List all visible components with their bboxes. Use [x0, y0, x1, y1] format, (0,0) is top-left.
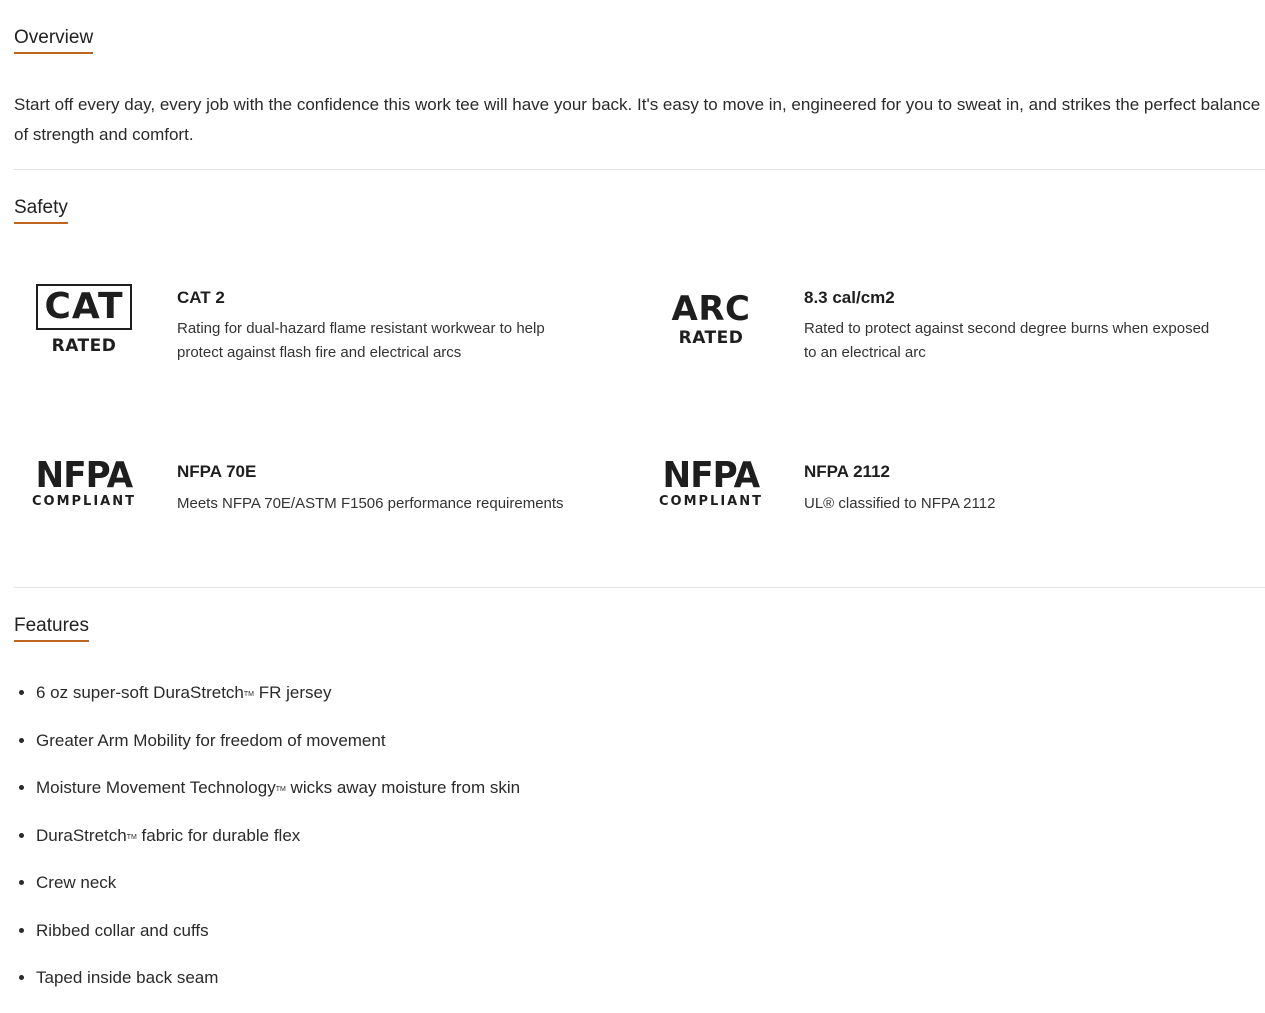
features-list: [14, 680, 520, 1013]
list-item: • Greater Arm Mobility for freedom of movement: [36, 728, 520, 754]
safety-heading[interactable]: Safety: [14, 197, 68, 224]
nfpa-badge-compliant: COMPLIANT: [659, 494, 763, 509]
safety-item-description: Meets NFPA 70E/ASTM F1506 performance requirements: [177, 495, 564, 512]
nfpa-compliant-icon: [28, 455, 140, 510]
trademark-mark: TM: [243, 691, 254, 698]
safety-item-title: NFPA 2112: [804, 462, 890, 481]
nfpa-badge-word: NFPA: [35, 455, 133, 496]
trademark-mark: TM: [275, 786, 286, 793]
section-divider: [14, 169, 1265, 170]
arc-badge-word: ARC: [671, 288, 751, 329]
list-item: • Ribbed collar and cuffs: [36, 918, 520, 944]
nfpa-badge-word: NFPA: [662, 455, 760, 496]
arc-rated-icon: [655, 288, 767, 348]
arc-badge-rated: RATED: [678, 327, 744, 348]
list-item: • Taped inside back seam: [36, 965, 520, 991]
list-item: • DuraStretch™ fabric for durable flex: [36, 823, 520, 849]
safety-item-description: UL® classified to NFPA 2112: [804, 495, 996, 512]
list-item: • 6 oz super-soft DuraStretch™ FR jersey: [36, 680, 520, 706]
safety-item-title: 8.3 cal/cm2: [804, 288, 895, 307]
safety-item-title: CAT 2: [177, 288, 225, 307]
cat-badge-rated: RATED: [51, 335, 117, 356]
list-item: • Moisture Movement Technology™ wicks away moisture from skin: [36, 775, 520, 801]
cat-rated-icon: [28, 282, 140, 357]
overview-text: Start off every day, every job with the confidence this work tee will have your back. It's easy to move in, engineered for you to sweat in, and strikes the perfect balance of strength and comfort.: [14, 95, 1261, 144]
nfpa-compliant-icon: [655, 455, 767, 510]
safety-item-title: NFPA 70E: [177, 462, 257, 481]
safety-item-description: Rating for dual-hazard flame resistant workwear to help protect against flash fire and electrical arcs: [177, 320, 545, 361]
trademark-mark: TM: [126, 833, 137, 841]
nfpa-badge-compliant: COMPLIANT: [32, 494, 136, 509]
features-heading[interactable]: Features: [14, 615, 89, 642]
section-divider: [14, 587, 1265, 588]
safety-item-description: Rated to protect against second degree burns when exposed to an electrical arc: [804, 320, 1210, 361]
list-item: • Crew neck: [36, 870, 520, 896]
cat-badge-word: CAT: [36, 284, 131, 330]
overview-heading[interactable]: Overview: [14, 27, 93, 54]
